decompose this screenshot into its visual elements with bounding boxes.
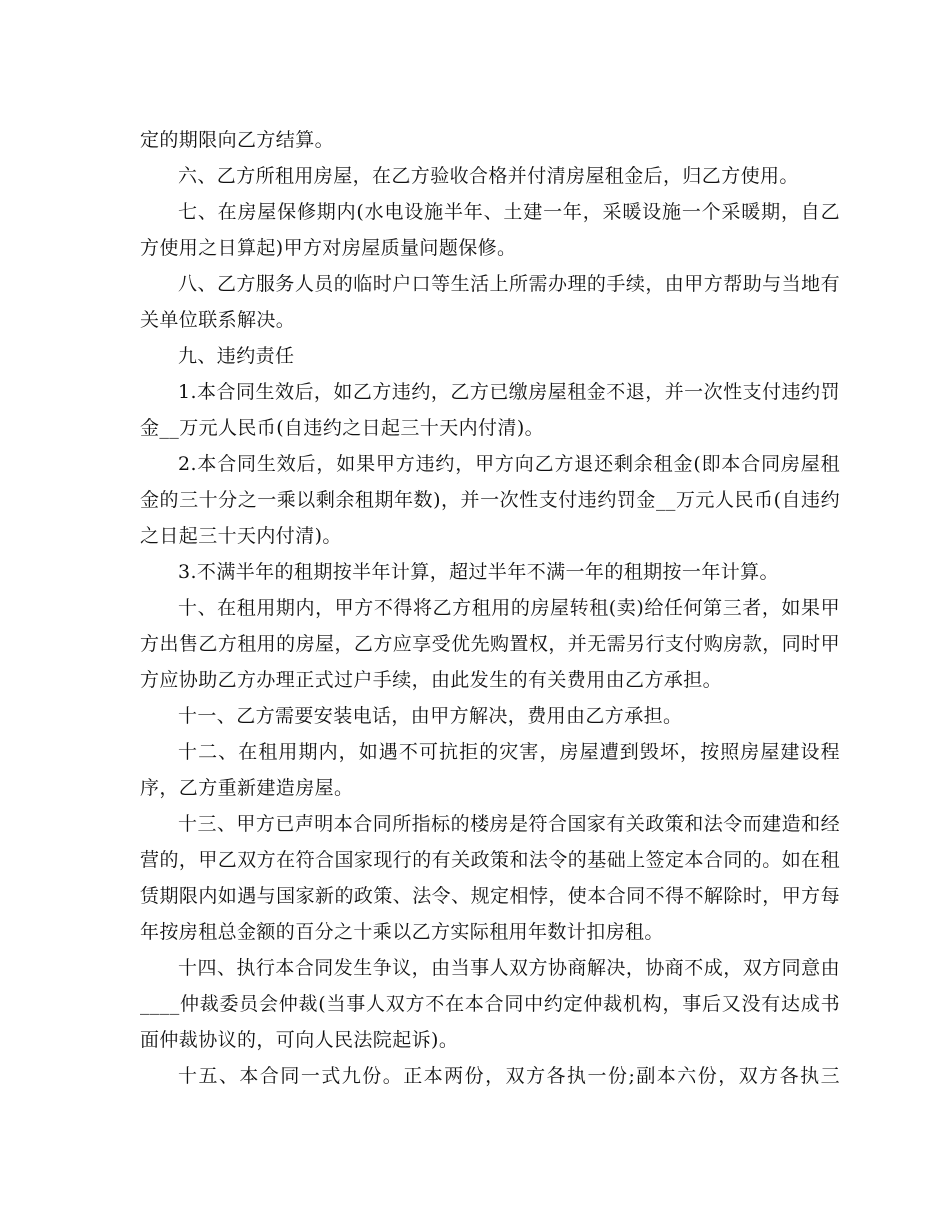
paragraph-clause-11: 十一、乙方需要安装电话，由甲方解决，费用由乙方承担。	[178, 705, 683, 727]
paragraph-clause-9-item-3: 3.不满半年的租期按半年计算，超过半年不满一年的租期按一年计算。	[178, 561, 779, 583]
paragraph-clause-6: 六、乙方所租用房屋，在乙方验收合格并付清房屋租金后，归乙方使用。	[178, 165, 799, 187]
paragraph-clause-15: 十五、本合同一式九份。正本两份，双方各执一份;副本六份，双方各执三	[178, 1065, 840, 1087]
paragraph-clause-9-heading: 九、违约责任	[178, 345, 295, 367]
paragraph-clause-9-item-2: 2.本合同生效后，如果甲方违约，甲方向乙方退还剩余租金(即本合同房屋租金的三十分之一乘以剩余租期年数)，并一次性支付违约罚金__万元人民币(自违约之日起三十天内付清)。	[140, 453, 840, 547]
paragraph-settlement-continuation: 定的期限向乙方结算。	[140, 129, 335, 151]
paragraph-clause-10: 十、在租用期内，甲方不得将乙方租用的房屋转租(卖)给任何第三者，如果甲方出售乙方租用的房屋，乙方应享受优先购置权，并无需另行支付购房款，同时甲方应协助乙方办理正式过户手续，由此发生的有关费用由乙方承担。	[140, 597, 840, 691]
contract-text	[140, 122, 840, 1094]
paragraph-clause-13: 十三、甲方已声明本合同所指标的楼房是符合国家有关政策和法令而建造和经营的，甲乙双方在符合国家现行的有关政策和法令的基础上签定本合同的。如在租赁期限内如遇与国家新的政策、法令、规定相悖，使本合同不得不解除时，甲方每年按房租总金额的百分之十乘以乙方实际租用年数计扣房租。	[140, 813, 840, 943]
paragraph-clause-9-item-1: 1.本合同生效后，如乙方违约，乙方已缴房屋租金不退，并一次性支付违约罚金__万元人民币(自违约之日起三十天内付清)。	[140, 381, 840, 439]
paragraph-clause-8: 八、乙方服务人员的临时户口等生活上所需办理的手续，由甲方帮助与当地有关单位联系解决。	[140, 273, 840, 331]
paragraph-clause-7: 七、在房屋保修期内(水电设施半年、土建一年，采暖设施一个采暖期，自乙方使用之日算起)甲方对房屋质量问题保修。	[140, 201, 840, 259]
paragraph-clause-12: 十二、在租用期内，如遇不可抗拒的灾害，房屋遭到毁坏，按照房屋建设程序，乙方重新建造房屋。	[140, 741, 840, 799]
paragraph-clause-14: 十四、执行本合同发生争议，由当事人双方协商解决，协商不成，双方同意由____仲裁委员会仲裁(当事人双方不在本合同中约定仲裁机构，事后又没有达成书面仲裁协议的，可向人民法院起诉)。	[140, 957, 840, 1051]
